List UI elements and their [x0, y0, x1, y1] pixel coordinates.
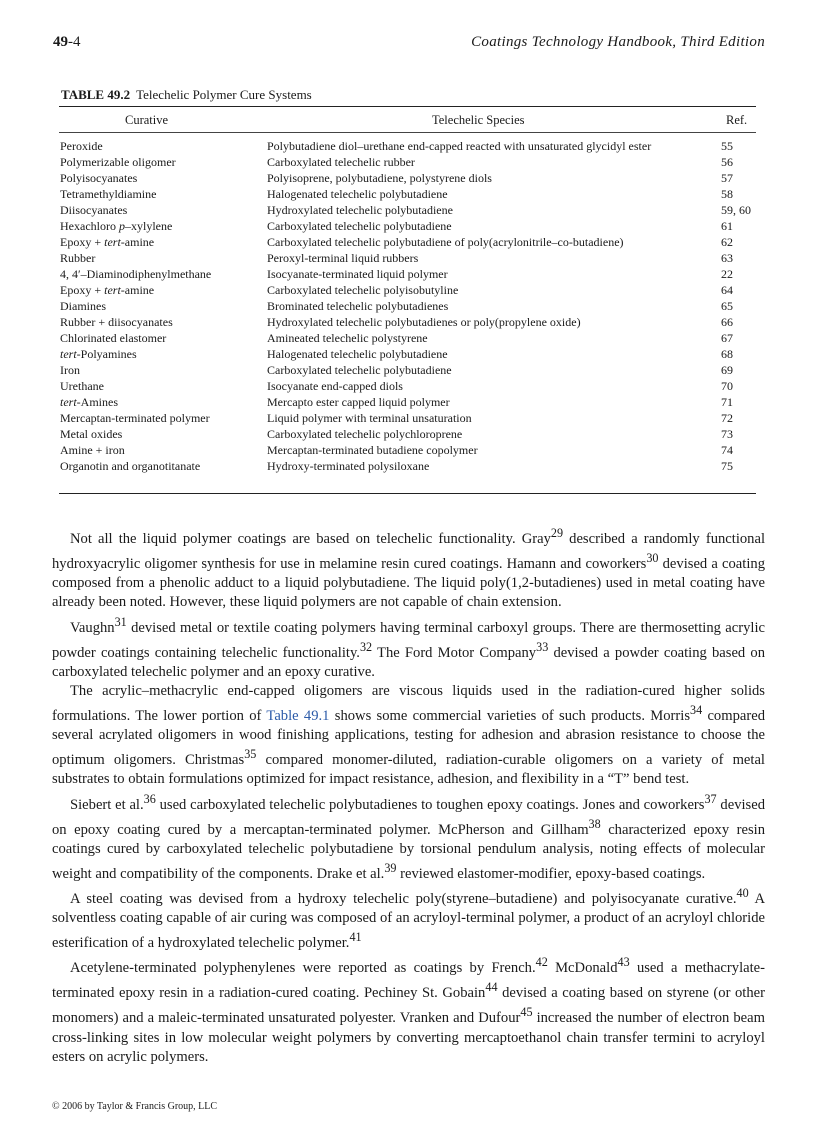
paragraph: Not all the liquid polymer coatings are based on telechelic functionality. Gray$^{29}$ described a randomly functional hydroxyacrylic oligomer synthesis for use in melamine resin cured coatings. Hamann and coworkers$^{30}$ devised a coating composed from a phenolic adduct to a liquid polybutadiene. The liquid poly(1,2-butadienes) used in metal coating have already been noted. However, these liquid polymers are not capable of chain extension.: [52, 526, 765, 611]
curative-cell: Amine + iron: [60, 443, 125, 457]
species-cell: Halogenated telechelic polybutadiene: [267, 187, 448, 201]
table-header-rule: [59, 132, 756, 133]
paragraph: Acetylene-terminated polyphenylenes were reported as coatings by French.$^{42}$ McDonald$^{43}$ used a methacrylate-terminated epoxy resin in a radiation-cured coating. Pechiney St. Gobain$^{44}$ devised a coating based on styrene (or other monomers) and a maleic-terminated unsaturated polyester. Vranken and Dufour$^{45}$ increased the number of electron beam cross-linking sites in low molecular weight polymers by converting mercaptoethanol chain transfer termini to acryloyl esters on acrylic polymers.: [52, 955, 765, 1065]
curative-cell: Tetramethyldiamine: [60, 187, 157, 201]
table-bottom-rule: [59, 493, 756, 494]
table-row: [59, 330, 756, 346]
table-row: [59, 394, 756, 410]
species-cell: Mercaptan-terminated butadiene copolymer: [267, 443, 478, 457]
curative-cell: Diisocyanates: [60, 203, 128, 217]
curative-cell: Polyisocyanates: [60, 171, 138, 185]
species-cell: Amineated telechelic polystyrene: [267, 331, 428, 345]
column-header-curative: Curative: [125, 113, 169, 127]
curative-cell: tert-Amines: [60, 395, 118, 409]
ref-cell: 58: [721, 187, 733, 201]
species-cell: Isocyanate-terminated liquid polymer: [267, 267, 448, 281]
body-text: [52, 524, 765, 1067]
table-row: [59, 234, 756, 250]
ref-cell: 56: [721, 155, 733, 169]
curative-cell: tert-Polyamines: [60, 347, 137, 361]
ref-cell: 67: [721, 331, 733, 345]
ref-cell: 63: [721, 251, 733, 265]
curative-cell: Rubber: [60, 251, 96, 265]
ref-cell: 22: [721, 267, 733, 281]
curative-cell: Peroxide: [60, 139, 103, 153]
ref-cell: 57: [721, 171, 733, 185]
table-caption: [61, 87, 312, 103]
table-caption-label: TABLE 49.2: [61, 87, 131, 102]
table-row: [59, 298, 756, 314]
paragraph: The acrylic–methacrylic end-capped oligomers are viscous liquids used in the radiation-cured higher solids formulations. The lower portion of Table 49.1 shows some commercial varieties of such products. Morris$^{34}$ compared several acrylated oligomers in wood finishing applications, testing for adhesion and abrasion resistance to choose the optimum oligomers. Christmas$^{35}$ compared monomer-diluted, radiation-curable oligomers on a variety of metal substrates to obtain formulations optimized for impact resistance, adhesion, and flexibility in a “T” bend test.: [52, 682, 765, 788]
ref-cell: 62: [721, 235, 733, 249]
table-row: [59, 218, 756, 234]
ref-cell: 74: [721, 443, 733, 457]
curative-cell: Epoxy + tert-amine: [60, 283, 155, 297]
species-cell: Carboxylated telechelic polychloroprene: [267, 427, 463, 441]
table-row: [59, 170, 756, 186]
column-header-species: Telechelic Species: [432, 113, 525, 127]
table-row: [59, 154, 756, 170]
ref-cell: 66: [721, 315, 733, 329]
ref-cell: 59, 60: [721, 203, 751, 217]
curative-cell: Rubber + diisocyanates: [60, 315, 173, 329]
table-row: [59, 458, 756, 474]
ref-cell: 65: [721, 299, 733, 313]
table-row: [59, 186, 756, 202]
species-cell: Liquid polymer with terminal unsaturation: [267, 411, 472, 425]
table-row: [59, 346, 756, 362]
book-title: Coatings Technology Handbook, Third Edition: [471, 34, 765, 50]
table-row: [59, 362, 756, 378]
species-cell: Hydroxylated telechelic polybutadienes or poly(propylene oxide): [267, 315, 581, 329]
table-row: [59, 442, 756, 458]
species-cell: Hydroxy-terminated polysiloxane: [267, 459, 430, 473]
table-row: [59, 314, 756, 330]
curative-cell: Polymerizable oligomer: [60, 155, 176, 169]
species-cell: Carboxylated telechelic polybutadiene: [267, 363, 452, 377]
paragraph: A steel coating was devised from a hydroxy telechelic poly(styrene–butadiene) and polyisocyanate curative.$^{40}$ A solventless coating capable of air curing was composed of an acryloyl-terminal polymer, a product of an acryloyl chloride esterification of a hydroxylated telechelic polymer.$^{41}$: [52, 885, 765, 952]
ref-cell: 61: [721, 219, 733, 233]
page-number: 49-4: [53, 34, 81, 50]
table-row: [59, 282, 756, 298]
ref-cell: 70: [721, 379, 733, 393]
curative-cell: 4, 4′–Diaminodiphenylmethane: [60, 267, 212, 281]
ref-cell: 71: [721, 395, 733, 409]
paragraph: Siebert et al.$^{36}$ used carboxylated telechelic polybutadienes to toughen epoxy coatings. Jones and coworkers$^{37}$ devised on epoxy coating cured by a mercaptan-terminated polymer. McPherson and Gillham$^{38}$ characterized epoxy resin coatings cured by carboxylated telechelic polybutadiene by torsional pendulum analysis, noting effects of molecular weight and compatibility of the components. Drake et al.$^{39}$ reviewed elastomer-modifier, epoxy-based coatings.: [52, 791, 765, 882]
table-row: [59, 426, 756, 442]
table-row: [59, 202, 756, 218]
curative-cell: Urethane: [60, 379, 104, 393]
species-cell: Isocyanate end-capped diols: [267, 379, 403, 393]
curative-cell: Hexachloro p–xylylene: [60, 219, 173, 233]
column-header-ref: Ref.: [726, 113, 748, 127]
species-cell: Carboxylated telechelic polybutadiene of poly(acrylonitrile–co-butadiene): [267, 235, 624, 249]
table-body: [59, 138, 756, 474]
table-caption-title: Telechelic Polymer Cure Systems: [136, 87, 312, 102]
ref-cell: 72: [721, 411, 733, 425]
ref-cell: 55: [721, 139, 733, 153]
running-head: [53, 34, 765, 56]
table-row: [59, 410, 756, 426]
ref-cell: 64: [721, 283, 733, 297]
table-row: [59, 138, 756, 154]
curative-cell: Mercaptan-terminated polymer: [60, 411, 210, 425]
species-cell: Polyisoprene, polybutadiene, polystyrene diols: [267, 171, 492, 185]
species-cell: Peroxyl-terminal liquid rubbers: [267, 251, 419, 265]
paragraph: Vaughn$^{31}$ devised metal or textile coating polymers having terminal carboxyl groups. There are thermosetting acrylic powder coatings containing telechelic functionality.$^{32}$ The Ford Motor Company$^{33}$ devised a powder coating based on carboxylated telechelic polymer and an epoxy curative.: [52, 614, 766, 680]
curative-cell: Organotin and organotitanate: [60, 459, 201, 473]
curative-cell: Epoxy + tert-amine: [60, 235, 155, 249]
species-cell: Mercapto ester capped liquid polymer: [267, 395, 450, 409]
species-cell: Carboxylated telechelic polybutadiene: [267, 219, 452, 233]
curative-cell: Iron: [60, 363, 80, 377]
species-cell: Halogenated telechelic polybutadiene: [267, 347, 448, 361]
table-row: [59, 250, 756, 266]
species-cell: Hydroxylated telechelic polybutadiene: [267, 203, 453, 217]
species-cell: Brominated telechelic polybutadienes: [267, 299, 449, 313]
ref-cell: 69: [721, 363, 733, 377]
table-top-rule: [59, 106, 756, 107]
table-header: [59, 113, 756, 129]
species-cell: Carboxylated telechelic rubber: [267, 155, 415, 169]
table-row: [59, 378, 756, 394]
curative-cell: Diamines: [60, 299, 106, 313]
copyright-footer: © 2006 by Taylor & Francis Group, LLC: [52, 1101, 218, 1112]
curative-cell: Metal oxides: [60, 427, 123, 441]
ref-cell: 75: [721, 459, 733, 473]
table-row: [59, 266, 756, 282]
curative-cell: Chlorinated elastomer: [60, 331, 167, 345]
species-cell: Polybutadiene diol–urethane end-capped reacted with unsaturated glycidyl ester: [267, 139, 652, 153]
ref-cell: 73: [721, 427, 733, 441]
ref-cell: 68: [721, 347, 733, 361]
species-cell: Carboxylated telechelic polyisobutyline: [267, 283, 459, 297]
table-49-1-link[interactable]: Table 49.1: [266, 707, 330, 724]
